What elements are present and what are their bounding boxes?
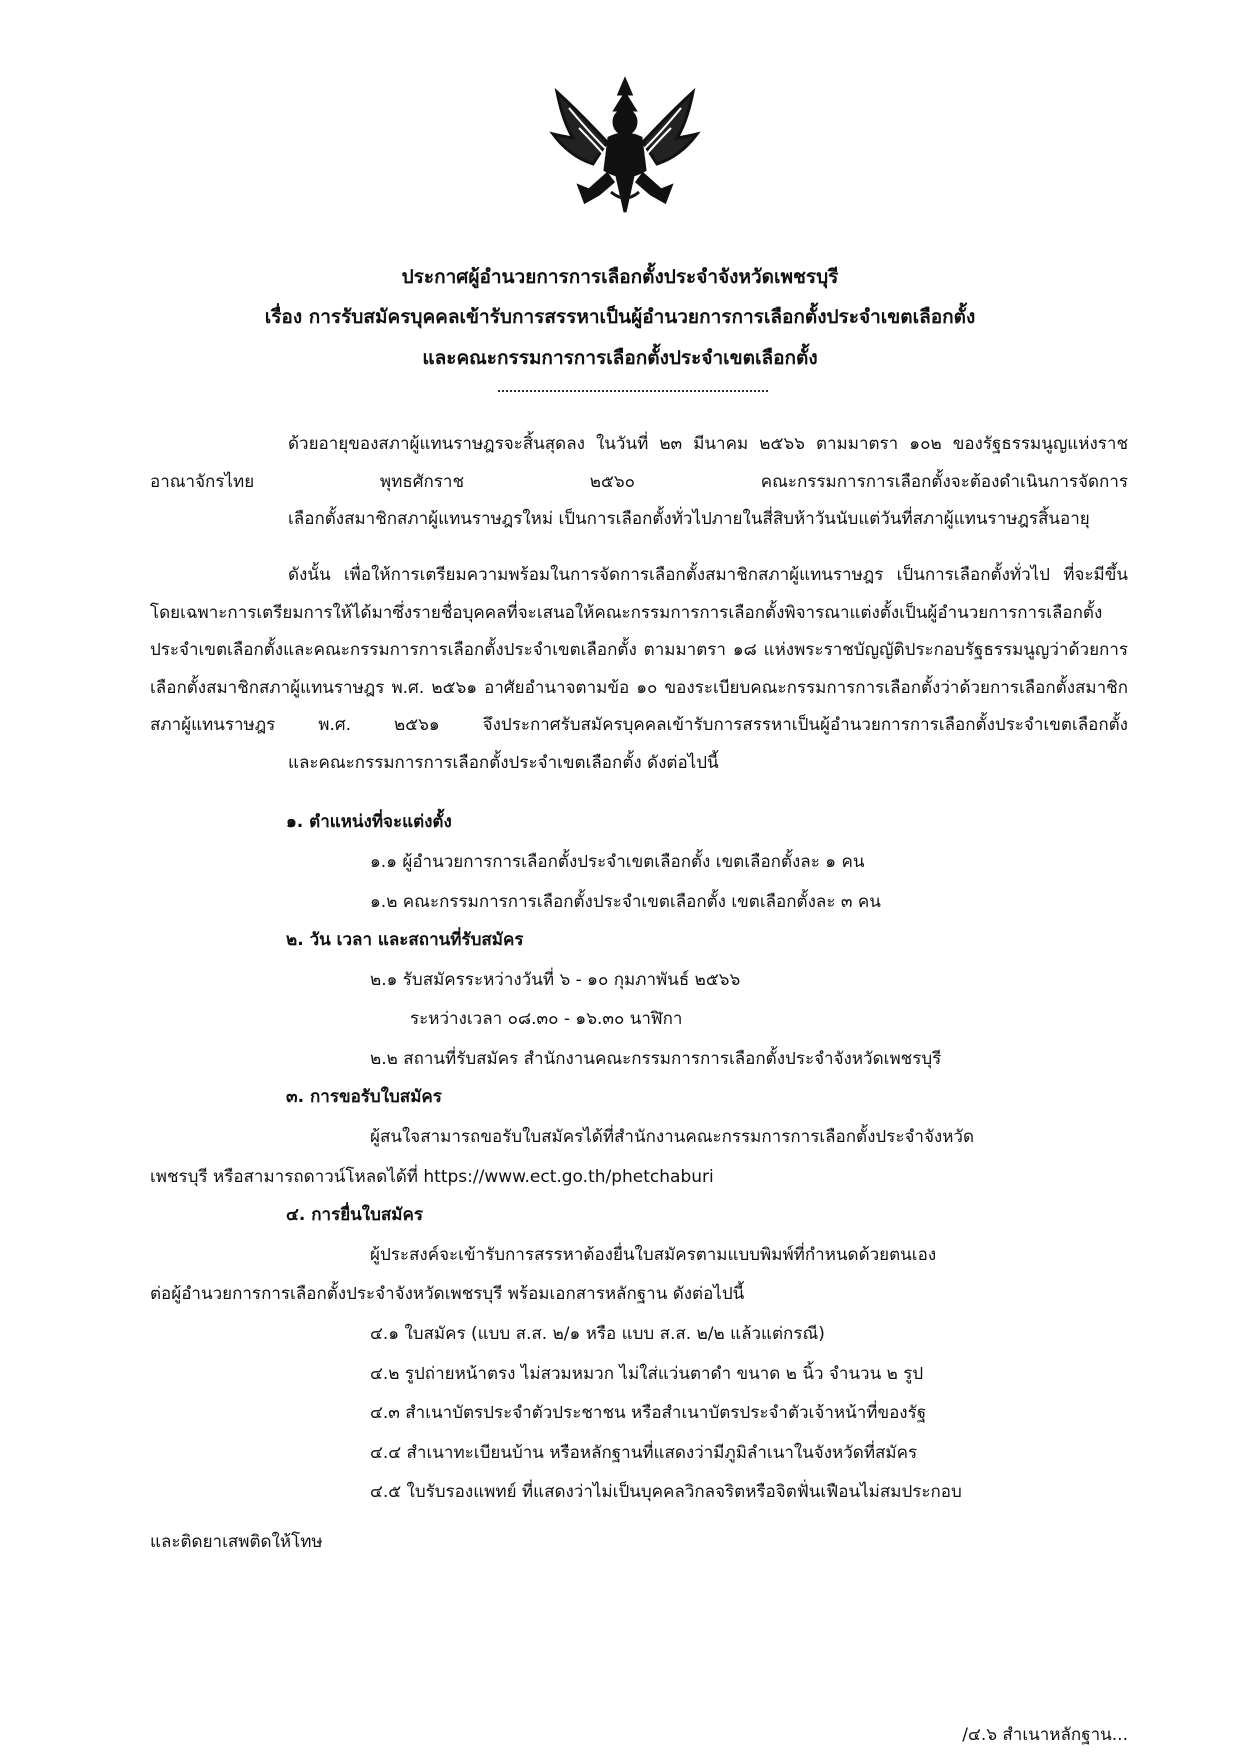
section-3-heading: ๓. การขอรับใบสมัคร <box>286 1087 442 1107</box>
continuation-note: /๔.๖ สำเนาหลักฐาน... <box>962 1725 1128 1745</box>
intro-paragraph-1-last-line: เลือกตั้งสมาชิกสภาผู้แทนราษฎรใหม่ เป็นการเลือกตั้งทั่วไปภายในสี่สิบห้าวันนับแต่วันที่สภาผู้แทนราษฎรสิ้นอายุ <box>288 509 1090 530</box>
announcement-subject-continued: และคณะกรรมการการเลือกตั้งประจำเขตเลือกตั้ง <box>422 347 818 369</box>
intro-paragraph-1 <box>150 426 1128 539</box>
announcement-subject: เรื่อง การรับสมัครบุคคลเข้ารับการสรรหาเป็นผู้อำนวยการการเลือกตั้งประจำเขตเลือกตั้ง <box>264 306 976 328</box>
section-2-item-1-time: ระหว่างเวลา ๐๘.๓๐ - ๑๖.๓๐ นาฬิกา <box>410 1009 683 1029</box>
section-1-item-2: ๑.๒ คณะกรรมการการเลือกตั้งประจำเขตเลือกตั้ง เขตเลือกตั้งละ ๓ คน <box>370 892 881 912</box>
section-2-heading: ๒. วัน เวลา และสถานที่รับสมัคร <box>286 930 524 950</box>
intro-paragraph-2-last-line: และคณะกรรมการการเลือกตั้งประจำเขตเลือกตั้ง ดังต่อไปนี้ <box>288 752 719 773</box>
intro-paragraph-2 <box>150 557 1128 783</box>
section-4-item-5: ๔.๕ ใบรับรองแพทย์ ที่แสดงว่าไม่เป็นบุคคลวิกลจริตหรือจิตฟั่นเฟือนไม่สมประกอบ <box>370 1482 962 1502</box>
section-3-text-line-1: ผู้สนใจสามารถขอรับใบสมัครได้ที่สำนักงานคณะกรรมการการเลือกตั้งประจำจังหวัด <box>370 1127 975 1147</box>
section-2-item-2: ๒.๒ สถานที่รับสมัคร สำนักงานคณะกรรมการการเลือกตั้งประจำจังหวัดเพชรบุรี <box>370 1049 942 1069</box>
section-4-item-3: ๔.๓ สำเนาบัตรประจำตัวประชาชน หรือสำเนาบัตรประจำตัวเจ้าหน้าที่ของรัฐ <box>370 1403 927 1423</box>
title-divider <box>498 390 768 392</box>
section-1-item-1: ๑.๑ ผู้อำนวยการการเลือกตั้งประจำเขตเลือกตั้ง เขตเลือกตั้งละ ๑ คน <box>370 852 865 872</box>
section-4-item-1: ๔.๑ ใบสมัคร (แบบ ส.ส. ๒/๑ หรือ แบบ ส.ส. ๒/๒ แล้วแต่กรณี) <box>370 1324 825 1344</box>
intro-paragraph-2-text: ดังนั้น เพื่อให้การเตรียมความพร้อมในการจัดการเลือกตั้งสมาชิกสภาผู้แทนราษฎร เป็นการเลือกตั้งทั่วไป ที่จะมีขึ้น โดยเฉพาะการเตรียมการให้ได้มาซึ่งรายชื่อบุคคลที่จะเสนอให้คณะกรรมการการเลือกตั้งพิจารณาแต่งตั้งเป็นผู้อำนวยการการเลือกตั้งประจำเขตเลือกตั้งและคณะกรรมการการเลือกตั้งประจำเขตเลือกตั้ง ตามมาตรา ๑๘ แห่งพระราชบัญญัติประกอบรัฐธรรมนูญว่าด้วยการเลือกตั้งสมาชิกสภาผู้แทนราษฎร พ.ศ. ๒๕๖๑ อาศัยอำนาจตามข้อ ๑๐ ของระเบียบคณะกรรมการการเลือกตั้งว่าด้วยการเลือกตั้งสมาชิกสภาผู้แทนราษฎร พ.ศ. ๒๕๖๑ จึงประกาศรับสมัครบุคคลเข้ารับการสรรหาเป็นผู้อำนวยการการเลือกตั้งประจำเขตเลือกตั้ง <box>150 565 1128 736</box>
section-4-item-5-continued: และติดยาเสพติดให้โทษ <box>150 1532 323 1552</box>
announcement-title: ประกาศผู้อำนวยการการเลือกตั้งประจำจังหวัดเพชรบุรี <box>401 266 839 288</box>
section-4-item-2: ๔.๒ รูปถ่ายหน้าตรง ไม่สวมหมวก ไม่ใส่แว่นตาดำ ขนาด ๒ นิ้ว จำนวน ๒ รูป <box>370 1364 924 1384</box>
section-4-item-4: ๔.๔ สำเนาทะเบียนบ้าน หรือหลักฐานที่แสดงว่ามีภูมิลำเนาในจังหวัดที่สมัคร <box>370 1443 918 1463</box>
section-4-heading: ๔. การยื่นใบสมัคร <box>286 1205 423 1225</box>
section-2-item-1: ๒.๑ รับสมัครระหว่างวันที่ ๖ - ๑๐ กุมภาพันธ์ ๒๕๖๖ <box>370 970 741 990</box>
intro-paragraph-1-text: ด้วยอายุของสภาผู้แทนราษฎรจะสิ้นสุดลง ในวันที่ ๒๓ มีนาคม ๒๕๖๖ ตามมาตรา ๑๐๒ ของรัฐธรรมนูญแห่งราชอาณาจักรไทย พุทธศักราช ๒๕๖๐ คณะกรรมการการเลือกตั้งจะต้องดำเนินการจัดการ <box>150 434 1128 492</box>
section-4-text-line-2: ต่อผู้อำนวยการการเลือกตั้งประจำจังหวัดเพชรบุรี พร้อมเอกสารหลักฐาน ดังต่อไปนี้ <box>150 1284 745 1304</box>
section-3-text-line-2: เพชรบุรี หรือสามารถดาวน์โหลดได้ที่ https://www.ect.go.th/phetchaburi <box>150 1167 714 1187</box>
section-4-text-line-1: ผู้ประสงค์จะเข้ารับการสรรหาต้องยื่นใบสมัครตามแบบพิมพ์ที่กำหนดด้วยตนเอง <box>370 1245 937 1265</box>
section-1-heading: ๑. ตำแหน่งที่จะแต่งตั้ง <box>286 812 452 832</box>
garuda-emblem-icon <box>549 72 701 222</box>
